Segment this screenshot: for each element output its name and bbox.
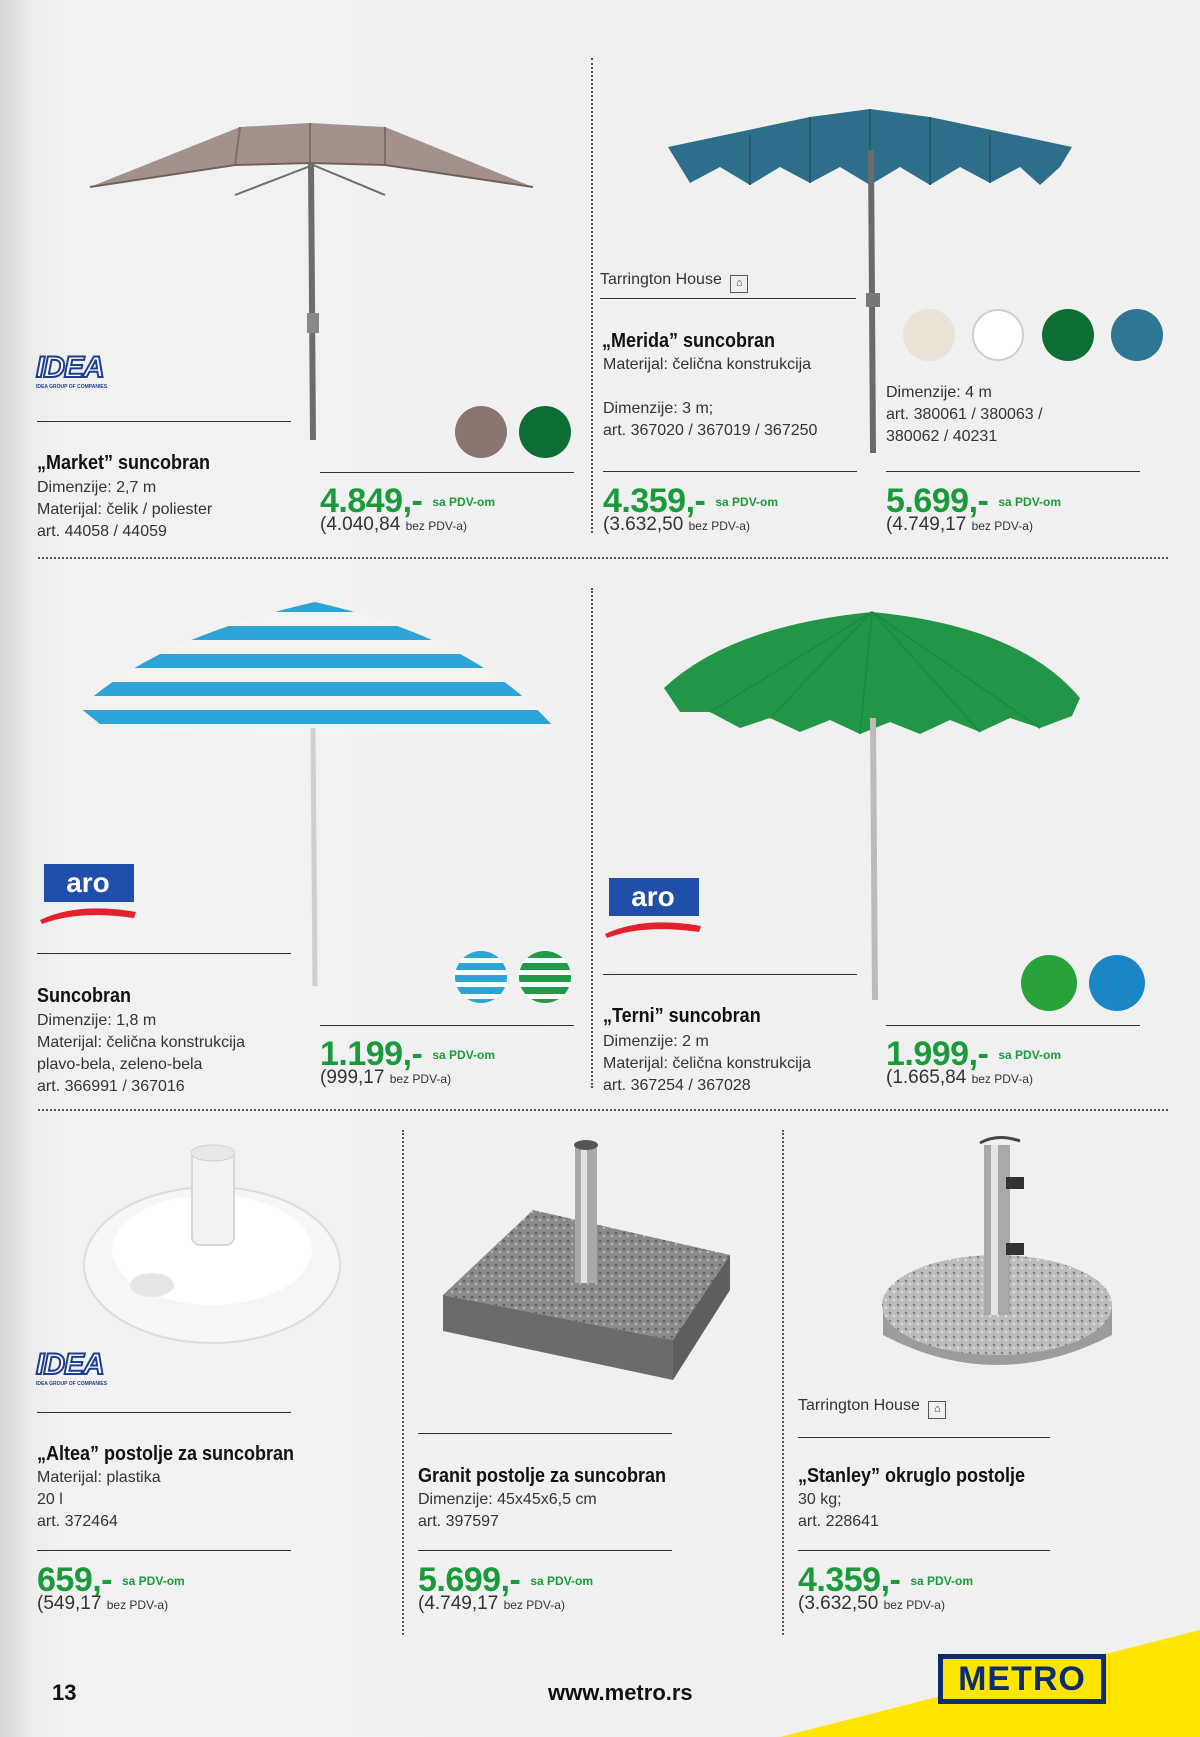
vat-label: sa PDV-om: [910, 1574, 974, 1588]
price: 4.849,-: [320, 482, 423, 520]
idea-brand-logo: IDEA IDEA GROUP OF COMPANIES: [36, 1348, 108, 1387]
color-swatch-blue-white-striped[interactable]: [455, 951, 507, 1003]
net-label: bez PDV-a): [971, 1072, 1033, 1086]
product-article: art. 366991 / 367016: [37, 1078, 185, 1095]
product-article: art. 367020 / 367019 / 367250: [603, 422, 818, 439]
product-details: [418, 1489, 597, 1533]
net-label: bez PDV-a): [688, 519, 750, 533]
vat-label: sa PDV-om: [432, 1048, 496, 1062]
product-name: Granit postolje za suncobran: [418, 1465, 667, 1487]
plastic-base-image: [80, 1135, 345, 1350]
net-price: (3.632,50: [798, 1593, 879, 1614]
brand-name: Tarrington House ⌂: [600, 271, 748, 293]
product-name: „Market” suncobran: [37, 452, 211, 474]
color-swatch-beige[interactable]: [903, 309, 955, 361]
price-block: [886, 1035, 1061, 1089]
divider-rule: [418, 1433, 672, 1434]
column-divider: [402, 1130, 404, 1635]
divider-rule: [603, 974, 857, 975]
metro-logo: METRO: [938, 1654, 1106, 1704]
aro-brand-logo: [603, 876, 703, 938]
net-price: (999,17: [320, 1067, 385, 1088]
product-name: „Merida” suncobran: [602, 330, 776, 352]
product-details: [37, 1467, 161, 1533]
vat-label: sa PDV-om: [432, 495, 496, 509]
vat-label: sa PDV-om: [530, 1574, 594, 1588]
product-article: art. 228641: [798, 1513, 879, 1530]
price: 659,-: [37, 1561, 112, 1599]
net-price: (4.040,84: [320, 514, 401, 535]
product-dimensions: Dimenzije: 1,8 m: [37, 1012, 157, 1029]
product-weight: 30 kg;: [798, 1491, 842, 1508]
divider-rule: [320, 1025, 574, 1026]
color-swatch-green[interactable]: [1042, 309, 1094, 361]
price: 4.359,-: [603, 482, 706, 520]
product-article: art. 372464: [37, 1513, 118, 1530]
product-volume: 20 l: [37, 1491, 63, 1508]
brand-name: Tarrington House ⌂: [798, 1397, 946, 1419]
net-label: bez PDV-a): [971, 519, 1033, 533]
net-label: bez PDV-a): [503, 1598, 565, 1612]
product-article-cont: 380062 / 40231: [886, 428, 998, 445]
price: 5.699,-: [886, 482, 989, 520]
product-details: [37, 1010, 245, 1098]
product-name: Suncobran: [37, 985, 132, 1007]
divider-rule: [603, 471, 857, 472]
price-block: [798, 1561, 973, 1615]
product-material: Materijal: plastika: [37, 1469, 161, 1486]
divider-rule: [600, 298, 856, 299]
price: 5.699,-: [418, 1561, 521, 1599]
color-swatch-green-white-striped[interactable]: [519, 951, 571, 1003]
price-block: [37, 1561, 185, 1615]
divider-rule: [886, 471, 1140, 472]
svg-text:aro: aro: [66, 867, 110, 898]
divider-rule: [798, 1550, 1050, 1551]
net-label: bez PDV-a): [106, 1598, 169, 1612]
striped-umbrella-image: [75, 598, 555, 988]
market-umbrella-image: [85, 115, 535, 445]
color-swatch-taupe[interactable]: [455, 406, 507, 458]
product-colors: plavo-bela, zeleno-bela: [37, 1056, 203, 1073]
product-details: [603, 354, 817, 442]
product-details: [37, 477, 212, 543]
product-details: [798, 1489, 879, 1533]
divider-rule: [886, 1025, 1140, 1026]
net-price: (549,17: [37, 1593, 102, 1614]
row-divider: [38, 1109, 1168, 1111]
terni-umbrella-image: [660, 608, 1085, 1003]
product-material: Materijal: čelična konstrukcija: [603, 1055, 812, 1072]
divider-rule: [418, 1550, 672, 1551]
divider-rule: [320, 472, 574, 473]
net-price: (4.749,17: [886, 514, 967, 535]
granite-square-base-image: [438, 1135, 733, 1385]
row-divider: [38, 557, 1168, 559]
price: 4.359,-: [798, 1561, 901, 1599]
net-price: (3.632,50: [603, 514, 684, 535]
vat-label: sa PDV-om: [998, 495, 1062, 509]
net-label: bez PDV-a): [389, 1072, 452, 1086]
product-name: „Terni” suncobran: [603, 1005, 761, 1027]
divider-rule: [798, 1437, 1050, 1438]
page-number: 13: [52, 1680, 77, 1705]
svg-text:aro: aro: [631, 881, 675, 912]
product-name: „Altea” postolje za suncobran: [37, 1443, 295, 1465]
website-link[interactable]: www.metro.rs: [548, 1680, 693, 1705]
column-divider: [591, 58, 593, 533]
price: 1.199,-: [320, 1035, 423, 1073]
divider-rule: [37, 953, 291, 954]
granite-round-base-image: [880, 1135, 1115, 1375]
price-block: [418, 1561, 593, 1615]
net-label: bez PDV-a): [883, 1598, 945, 1612]
net-price: (1.665,84: [886, 1067, 967, 1088]
product-details: [603, 1031, 811, 1097]
product-dimensions: Dimenzije: 2 m: [603, 1033, 709, 1050]
house-icon: ⌂: [928, 1401, 946, 1419]
color-swatch-blue[interactable]: [1089, 955, 1145, 1011]
divider-rule: [37, 1550, 291, 1551]
color-swatch-green[interactable]: [1021, 955, 1077, 1011]
product-dimensions: Dimenzije: 45x45x6,5 cm: [418, 1491, 597, 1508]
product-article: art. 44058 / 44059: [37, 523, 167, 540]
product-dimensions: Dimenzije: 4 m: [886, 384, 992, 401]
product-article: art. 397597: [418, 1513, 499, 1530]
price-block: [320, 1035, 495, 1089]
net-price: (4.749,17: [418, 1593, 499, 1614]
price-block: [603, 482, 778, 536]
product-article: art. 380061 / 380063 /: [886, 406, 1043, 423]
product-material: Materijal: čelik / poliester: [37, 501, 213, 518]
product-dimensions: Dimenzije: 2,7 m: [37, 479, 157, 496]
color-swatch-green[interactable]: [519, 406, 571, 458]
product-article: art. 367254 / 367028: [603, 1077, 751, 1094]
price-block: [886, 482, 1061, 536]
product-dimensions: Dimenzije: 3 m;: [603, 400, 714, 417]
product-details: [886, 382, 1043, 448]
divider-rule: [37, 421, 291, 422]
price-block: [320, 482, 495, 536]
product-name: „Stanley” okruglo postolje: [798, 1465, 1026, 1487]
vat-label: sa PDV-om: [998, 1048, 1062, 1062]
column-divider: [591, 588, 593, 1088]
price: 1.999,-: [886, 1035, 989, 1073]
product-material: Materijal: čelična konstrukcija: [37, 1034, 246, 1051]
aro-brand-logo: [38, 862, 138, 924]
color-swatch-white[interactable]: [972, 309, 1024, 361]
vat-label: sa PDV-om: [122, 1574, 185, 1588]
divider-rule: [37, 1412, 291, 1413]
idea-brand-logo: IDEA IDEA GROUP OF COMPANIES: [36, 351, 108, 390]
house-icon: ⌂: [730, 275, 748, 293]
column-divider: [782, 1130, 784, 1635]
product-material: Materijal: čelična konstrukcija: [603, 356, 812, 373]
vat-label: sa PDV-om: [715, 495, 779, 509]
net-label: bez PDV-a): [405, 519, 467, 533]
color-swatch-blue[interactable]: [1111, 309, 1163, 361]
